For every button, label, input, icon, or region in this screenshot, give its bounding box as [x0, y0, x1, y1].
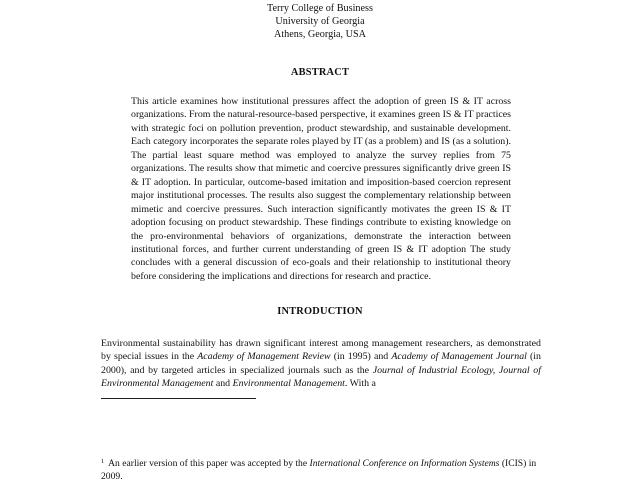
- introduction-heading: INTRODUCTION: [277, 306, 363, 317]
- introduction-paragraph: Environmental sustainability has drawn significant interest among management researchers, as demonstrated by special issues in the Academy of Management Review (in 1995) and Academy of Management Journal (in 2000), and by targeted articles in specialized journals such as the Journal of Industrial Ecology, Journal of Environmental Management and Environmental Management. With a: [101, 338, 541, 390]
- journal-amr: Academy of Management Review: [197, 351, 331, 363]
- footnote-rule: [101, 398, 256, 399]
- affiliation-university: University of Georgia: [275, 16, 365, 27]
- abstract-text: This article examines how institutional pressures affect the adoption of green IS & IT across organizations. From the natural-resource-based perspective, it examines green IS & IT practices with strategic foci on pollution prevention, product stewardship, and sustainable development. Each category incorporates the separate roles played by IT (as a problem) and IS (as a solution). The partial least square method was employed to analyze the survey replies from 75 organizations. The results show that mimetic and coercive pressures significantly drive green IS & IT adoption. In particular, outcome-based imitation and imposition-based coercion represent major institutional processes. The results also suggest the complementary relationship between mimetic and coercive pressures. Such interaction significantly motivates the green IS & IT adoption focusing on product stewardship. These findings contribute to existing knowledge on the pro-environmental behaviors of organizations, demonstrate the interaction between institutional forces, and further current understanding of green IS & IT adoption The study concludes with a general discussion of eco-goals and their relationship to institutional theory before considering the implications and directions for research and practice.: [131, 96, 511, 282]
- footnote: $^1$ An earlier version of this paper was accepted by the International Conference on Information Systems (ICIS) in 2009.: [101, 458, 537, 482]
- footnote-marker: 1: [101, 458, 105, 465]
- affiliation-college: Terry College of Business: [267, 3, 373, 14]
- abstract-heading: ABSTRACT: [290, 67, 350, 78]
- journal-amj: Academy of Management Journal: [391, 351, 527, 363]
- journal-em: Environmental Management: [232, 378, 345, 390]
- journal-jie-jem: Journal of Industrial Ecology, Journal of Environmental Management: [101, 364, 541, 390]
- footnote-venue: International Conference on Information Systems: [309, 458, 500, 469]
- affiliation-location: Athens, Georgia, USA: [273, 29, 367, 40]
